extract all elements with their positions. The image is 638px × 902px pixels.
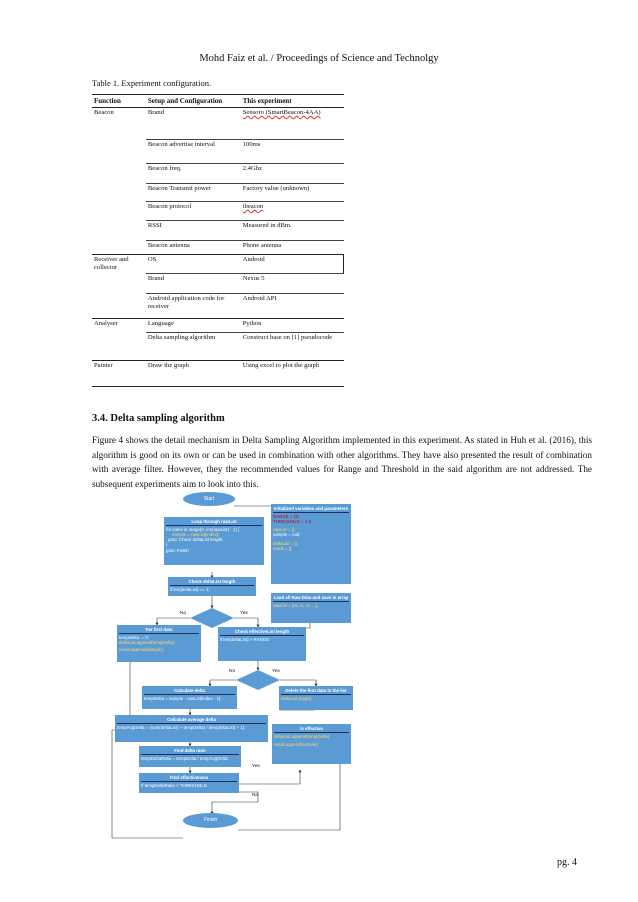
load-raw-title: Load all Raw Data and save in array — [273, 594, 349, 600]
check-delta-line: if len(deltaList) == 1; — [170, 586, 210, 592]
loop-title: Loop through rawList — [191, 518, 237, 524]
yes-label: Yes — [252, 764, 260, 769]
check-eff-line: if len(deltaList) > RANGE — [220, 636, 270, 642]
table-cell: Python — [241, 319, 344, 333]
check-effectivelist-box — [218, 627, 306, 661]
loop-line: sample = rawList[index]; — [172, 531, 220, 537]
table-cell: Beacon Transmit power — [146, 184, 241, 202]
no-label: No — [229, 669, 236, 674]
table-cell: Beacon antenna — [147, 242, 190, 249]
init-variables-box — [271, 504, 351, 584]
table-cell: 100ms — [241, 140, 344, 164]
eff-line: If tempDeltaRatio < THRESHOLD — [141, 782, 207, 788]
delete-first-data-box — [279, 686, 353, 710]
delete-title: Delete the first data in the list — [285, 687, 347, 693]
eff-title: Find effectiveness — [169, 774, 209, 780]
load-raw-data-box — [271, 593, 351, 623]
finish-terminal: Finish — [183, 813, 238, 828]
first-data-line: deltaList.append(tempDelta); — [119, 639, 176, 645]
calculate-delta-box — [142, 686, 237, 709]
delta-ratio-box — [139, 746, 241, 767]
no-label: No — [252, 793, 259, 798]
loop-through-rawlist-box — [164, 517, 264, 565]
table-cell: Nexus 5 — [241, 274, 344, 294]
check-deltalist-box — [168, 577, 256, 596]
running-header: Mohd Faiz et al. / Proceedings of Science and Technolgy — [199, 53, 439, 64]
table-caption: Table 1. Experiment configuration. — [92, 78, 212, 88]
loop-line: for index in range(0, len(rawList) - 1) { — [166, 526, 240, 532]
calc-delta-title: Calculate delta — [174, 687, 205, 693]
page-number: pg. 4 — [557, 857, 577, 868]
table-cell: Construct base on [1] pseudocode — [242, 334, 333, 341]
table-cell: Android API — [242, 295, 277, 302]
table-cell: ibeacon — [241, 202, 344, 221]
calc-delta-line: tempDelta = sample - rawList[index - 1]; — [144, 695, 222, 701]
table-cell: Language — [146, 319, 241, 333]
delete-line: deltaList.pop(0); — [281, 695, 313, 701]
check-delta-title: Check deltaList length — [188, 578, 236, 584]
loop-line: goto: Check deltaList length; — [168, 537, 224, 543]
col-header-setup: Setup and Configuration — [146, 95, 241, 108]
load-raw-line: rawList = [r0, r1, r2, ...]; — [273, 602, 319, 608]
table-cell: Beacon — [94, 109, 114, 116]
check-eff-title: Check effectiveList length — [234, 628, 290, 634]
table-cell: Sensoro (SmartBeacon-4AA) — [241, 108, 344, 140]
init-line: THRESHOLD = 1.5 — [273, 518, 312, 524]
table-cell: Phone antenna — [242, 242, 282, 249]
yes-label: Yes — [272, 669, 280, 674]
loop-line: } — [166, 542, 168, 548]
table-cell: Beacon protocol — [146, 202, 241, 221]
effective-line: result.append(sample); — [274, 741, 319, 747]
table-cell: Factory value (unknown) — [241, 184, 344, 202]
table-cell: Beacon advertise interval — [146, 140, 241, 164]
ratio-title: Find delta ratio — [174, 747, 206, 753]
table-cell: Brand — [146, 274, 241, 294]
init-line: result = []; — [273, 545, 293, 551]
table-cell: OS — [146, 255, 241, 274]
effective-title: Is effective — [300, 725, 323, 731]
table-cell: Draw the graph — [146, 361, 241, 387]
init-line: RANGE = 10 — [273, 513, 299, 519]
average-delta-box — [115, 715, 268, 742]
table-cell: RSSI — [146, 221, 241, 241]
avg-title: Calculate average delta — [167, 716, 216, 722]
table-cell: Painter — [92, 361, 146, 387]
avg-line: tempAvgDelta = (sum(deltaList) + tempDelta) / (len(deltaList) + 1); — [117, 724, 246, 730]
is-effective-box — [272, 724, 351, 764]
effective-line: deltaList.append(tempDelta); — [274, 733, 331, 739]
table-cell: Android — [241, 255, 344, 274]
no-label: No — [180, 611, 187, 616]
body-paragraph: Figure 4 shows the detail mechanism in Delta Sampling Algorithm implemented in this experiment. As stated in Huh et al. (2016), this algorithm is good on its own or can be used in combination with other algorithms. They have also presented the result of combination with average filter. However, they the recommended values for Range and Threshold in the said algorithm are not addressed. The subsequent experiments aim to look into this. — [92, 435, 592, 489]
table-cell: Beacon freq. — [146, 164, 241, 184]
first-data-line: tempDelta := 0; — [119, 634, 149, 640]
first-data-title: For first data — [145, 626, 173, 632]
first-data-line: result.append(sample); — [119, 647, 164, 653]
table-cell: Receiver and collector — [92, 255, 146, 274]
ratio-line: tempDeltaRatio = tempDelta / tempAvgDelta; — [141, 755, 229, 761]
first-data-box — [117, 625, 201, 662]
section-heading: 3.4. Delta sampling algorithm — [92, 413, 225, 424]
col-header-experiment: This experiment — [241, 95, 344, 108]
start-terminal: Start — [183, 492, 235, 506]
loop-line: goto: Finish — [166, 547, 189, 553]
init-line: rawList = []; — [273, 527, 296, 533]
table-cell: 2.4Ghz — [241, 164, 344, 184]
table-cell: Brand — [146, 108, 241, 140]
table-cell: Delta sampling algorithm — [147, 334, 216, 341]
table-cell: Android application code for receiver — [147, 295, 225, 310]
init-line: deltaList = []; — [273, 540, 299, 546]
yes-label: Yes — [240, 611, 248, 616]
init-line: sample = null; — [273, 532, 301, 538]
table-cell: Analyser — [92, 319, 146, 333]
init-variables-title: Initialized variables and parameters — [273, 505, 349, 511]
find-effectiveness-box — [139, 773, 239, 793]
table-cell: Using excel to plot the graph — [241, 361, 344, 387]
table-cell: Measured in dBm. — [241, 221, 344, 241]
col-header-function: Function — [92, 95, 146, 108]
